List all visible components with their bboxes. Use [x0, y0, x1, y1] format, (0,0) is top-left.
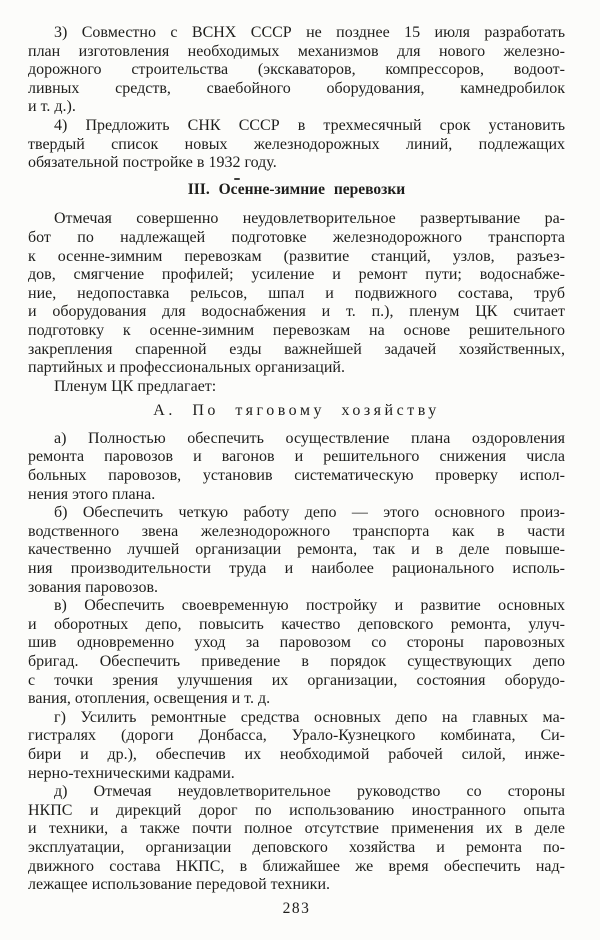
text-line: вания, отопления, освещения и т. д. — [28, 690, 271, 708]
text-line: шив одновременно уход за паровозом со стороны паровозных — [28, 634, 565, 652]
text-line: в) Обеспечить своевременную постройку и развитие основных — [54, 597, 565, 615]
text-line: нения этого плана. — [28, 485, 156, 503]
paragraph — [28, 378, 565, 397]
text-line: движного состава НКПС, в ближайшее же время обеспечить над- — [28, 857, 565, 875]
text-line: Пленум ЦК предлагает: — [54, 377, 217, 395]
text-line: качественно лучшей организации ремонта, так и в деле повыше- — [28, 541, 565, 559]
text-line: дорожного строительства (экскаваторов, компрессоров, водоот- — [28, 61, 565, 79]
paragraph — [28, 210, 565, 377]
text-line: бот по надлежащей подготовке железнодорожного транспорта — [28, 228, 565, 246]
text-line: больных паровозов, установив систематическую проверку испол- — [28, 467, 565, 485]
text-line: ние, недопоставка рельсов, шпал и подвижного состава, труб — [28, 284, 565, 302]
paragraph — [28, 504, 565, 597]
text-line: бири и др.), обеспечив их необходимой рабочей силой, инже- — [28, 745, 565, 763]
text-line: закрепления спаренной езды важнейшей задачей хозяйственных, — [28, 340, 565, 358]
text-line: гистралях (дороги Донбасса, Урало-Кузнецкого комбината, Си- — [28, 727, 565, 745]
text-line: а) Полностью обеспечить осуществление плана оздоровления — [54, 429, 565, 447]
paragraph — [28, 783, 565, 895]
page-number: 283 — [282, 899, 311, 917]
text-line: ремонта паровозов и вагонов и решительного снижения числа — [28, 448, 565, 466]
text-line: б) Обеспечить четкую работу депо — этого основного произ- — [54, 504, 565, 522]
text-line: бригад. Обеспечить приведение в порядок существующих депо — [28, 653, 565, 670]
text-line: 3) Совместно с ВСНХ СССР не позднее 15 июля разработать — [54, 24, 565, 41]
text-line: эксплуатации, организации деповского хозяйства и ремонта по- — [28, 838, 565, 856]
text-line: дов, смягчение профилей; усиление и ремонт пути; водоснабже- — [28, 266, 565, 284]
text-line: и т. д.). — [28, 98, 76, 116]
paragraph — [28, 24, 565, 117]
text-line: и оборудования для водоснабжения и т. п.), пленум ЦК считает — [28, 303, 565, 321]
text-line: нерно-техническими кадрами. — [28, 764, 235, 782]
text-line: твердый список новых железнодорожных линий, подлежащих — [28, 135, 565, 153]
subsection-heading-tyagovoe-khozyaystvo: А. По тяговому хозяйству — [153, 402, 440, 420]
text-line: НКПС и дирекций дорог по использованию иностранного опыта — [28, 801, 565, 819]
text-line: план изготовления необходимых механизмов для нового железно- — [28, 42, 565, 60]
text-line: д) Отмечая неудовлетворительное руководство со стороны — [54, 783, 565, 801]
text-line: к осенне-зимним перевозкам (развитие станций, узлов, разъез- — [28, 247, 565, 265]
text-line: водственного звена железнодорожного транспорта как в части — [28, 522, 565, 540]
paragraph — [28, 709, 565, 783]
text-line: Отмечая совершенно неудовлетворительное развертывание ра- — [54, 210, 565, 228]
text-line: лежащее использование передовой техники. — [28, 876, 331, 894]
text-line: г) Усилить ремонтные средства основных депо на главных ма- — [54, 708, 565, 726]
text-line: подготовку к осенне-зимним перевозкам на основе решительного — [28, 321, 565, 339]
text-line: с точки зрения улучшения их организации, состояния оборудо- — [28, 671, 565, 689]
paragraph — [28, 597, 565, 709]
text-line: ливных средств, сваебойного оборудования, камнедробилок — [28, 79, 565, 97]
scan-speck-artifact — [234, 178, 240, 180]
text-line: партийных и профессиональных организаций. — [28, 359, 345, 377]
paragraph — [28, 430, 565, 504]
text-line: и оборотных депо, повысить качество деповского ремонта, улуч- — [28, 615, 565, 633]
text-block — [28, 24, 565, 895]
section-heading-osenne-zimnie-perevozki: III. Осенне-зимние перевозки — [187, 180, 406, 198]
text-line: и техники, а также почти полное отсутствие применения их в деле — [28, 820, 565, 838]
text-line: 4) Предложить СНК СССР в трехмесячный срок установить — [54, 116, 565, 134]
text-line: ния производительности труда и наиболее рационального исполь- — [28, 560, 565, 578]
text-line: зования паровозов. — [28, 578, 159, 596]
text-line: обязательной постройке в 1932 году. — [28, 154, 277, 172]
paragraph — [28, 117, 565, 173]
